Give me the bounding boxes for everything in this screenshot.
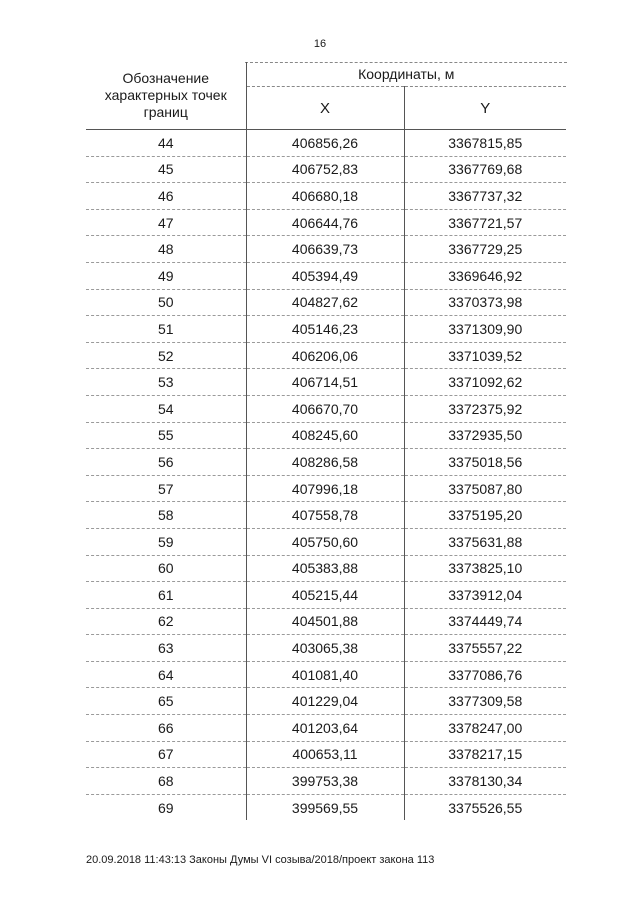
point-number-cell: 53 [86,369,246,396]
y-coordinate-cell: 3378217,15 [404,741,566,768]
footer-stamp: 20.09.2018 11:43:13 Законы Думы VI созыва/2018/проект закона 113 [86,854,435,866]
table-row [86,316,566,343]
table-row [86,449,566,476]
y-column-header: Y [404,87,566,130]
y-coordinate-cell: 3370373,98 [404,289,566,316]
table-row [86,369,566,396]
x-coordinate-cell: 405394,49 [246,262,404,289]
x-coordinate-cell: 406639,73 [246,236,404,263]
point-number-cell: 45 [86,156,246,183]
table-row [86,236,566,263]
point-number-cell: 54 [86,395,246,422]
page-number: 16 [313,38,327,50]
table-row [86,183,566,210]
x-coordinate-cell: 404501,88 [246,608,404,635]
y-coordinate-cell: 3375526,55 [448,799,523,816]
coordinates-group-header: Координаты, м [246,62,566,87]
point-number-cell: 51 [86,316,246,343]
x-coordinate-cell: 407558,78 [246,502,404,529]
point-number-cell: 47 [86,209,246,236]
x-coordinate-cell: 406670,70 [246,395,404,422]
y-coordinate-cell: 3377086,76 [404,661,566,688]
table-row [86,768,566,795]
x-coordinate-cell: 406752,83 [246,156,404,183]
table-row [86,688,566,715]
x-coordinate-cell: 399569,55 [246,794,404,820]
point-number-cell: 59 [86,528,246,555]
y-coordinate-cell: 3375087,80 [404,475,566,502]
x-coordinate-cell: 405146,23 [246,316,404,343]
table-row [86,635,566,662]
point-number-cell: 63 [86,635,246,662]
x-coordinate-cell: 401203,64 [246,715,404,742]
y-coordinate-cell: 3375195,20 [404,502,566,529]
x-coordinate-cell: 408245,60 [246,422,404,449]
point-column-header: Обозначение характерных точек границ [86,62,246,130]
y-coordinate-cell: 3377309,58 [404,688,566,715]
point-number-cell: 61 [86,582,246,609]
point-number-cell: 67 [86,741,246,768]
y-coordinate-cell: 3369646,92 [404,262,566,289]
x-coordinate-cell: 406680,18 [246,183,404,210]
x-coordinate-cell: 406856,26 [246,130,404,157]
y-coordinate-cell: 3372375,92 [404,395,566,422]
table-row [86,395,566,422]
point-number-cell: 62 [86,608,246,635]
point-number-cell: 48 [86,236,246,263]
y-coordinate-cell: 3371039,52 [404,342,566,369]
coordinates-table [86,62,566,820]
x-coordinate-cell: 399753,38 [246,768,404,795]
x-coordinate-cell: 405383,88 [246,555,404,582]
y-coordinate-cell: 3367815,85 [404,130,566,157]
table-body [86,130,566,821]
point-number-cell: 60 [86,555,246,582]
x-coordinate-cell: 406714,51 [246,369,404,396]
y-coordinate-cell: 3373825,10 [404,555,566,582]
y-coordinate-cell: 3367729,25 [404,236,566,263]
x-coordinate-cell: 408286,58 [246,449,404,476]
y-coordinate-cell: 3375018,56 [404,449,566,476]
y-coordinate-cell: 3371309,90 [404,316,566,343]
point-number-cell: 69 [86,794,246,820]
point-number-cell: 65 [86,688,246,715]
table-row [86,262,566,289]
y-coordinate-cell: 3367737,32 [404,183,566,210]
table-row [86,608,566,635]
x-coordinate-cell: 401229,04 [246,688,404,715]
y-coordinate-cell: 3371092,62 [404,369,566,396]
point-number-cell: 58 [86,502,246,529]
y-coordinate-cell: 3367721,57 [404,209,566,236]
x-coordinate-cell: 406644,76 [246,209,404,236]
point-number-cell: 46 [86,183,246,210]
table-row [86,661,566,688]
table-row [86,422,566,449]
point-number-cell: 49 [86,262,246,289]
table-row [86,528,566,555]
point-number-cell: 57 [86,475,246,502]
table-row [86,209,566,236]
table-row [86,555,566,582]
table-row [86,156,566,183]
y-coordinate-cell: 3373912,04 [404,582,566,609]
point-number-cell: 68 [86,768,246,795]
x-coordinate-cell: 405215,44 [246,582,404,609]
table-row [86,502,566,529]
x-coordinate-cell: 400653,11 [246,741,404,768]
x-coordinate-cell: 404827,62 [246,289,404,316]
x-coordinate-cell: 403065,38 [246,635,404,662]
x-coordinate-cell: 401081,40 [246,661,404,688]
x-coordinate-cell: 406206,06 [246,342,404,369]
point-number-cell: 64 [86,661,246,688]
point-number-cell: 66 [86,715,246,742]
table-row [86,794,566,820]
table-row [86,342,566,369]
x-coordinate-cell: 405750,60 [246,528,404,555]
y-coordinate-cell: 3375557,22 [404,635,566,662]
y-coordinate-cell: 3367769,68 [404,156,566,183]
table-row [86,741,566,768]
y-coordinate-cell: 3378130,34 [404,768,566,795]
x-column-header: X [246,87,404,130]
table-row [86,582,566,609]
y-coordinate-cell: 3378247,00 [404,715,566,742]
point-number-cell: 52 [86,342,246,369]
x-coordinate-cell: 407996,18 [246,475,404,502]
point-number-cell: 44 [86,130,246,157]
y-coordinate-cell: 3375631,88 [404,528,566,555]
point-number-cell: 56 [86,449,246,476]
table-row [86,715,566,742]
table-row [86,130,566,157]
y-coordinate-cell: 3372935,50 [404,422,566,449]
y-coordinate-cell: 3374449,74 [404,608,566,635]
point-number-cell: 50 [86,289,246,316]
table-row [86,289,566,316]
point-number-cell: 55 [86,422,246,449]
table-row [86,475,566,502]
